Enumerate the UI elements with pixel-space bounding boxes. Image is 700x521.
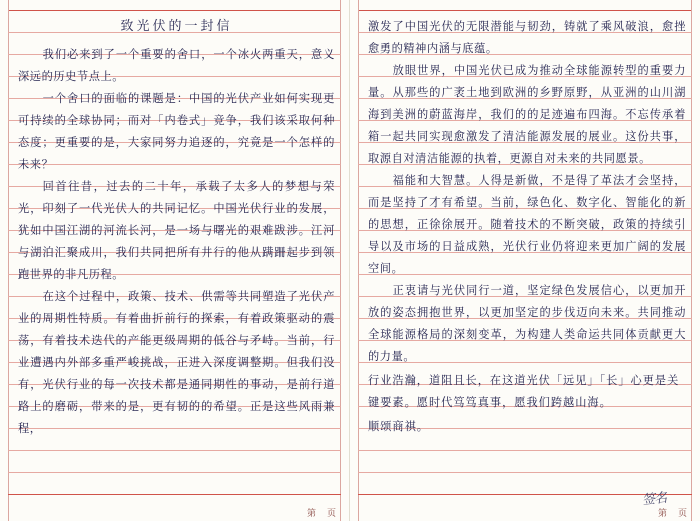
page-footer: 第 页 — [306, 509, 337, 519]
paragraph: 正衷请与光伏同行一道，坚定绿色发展信心，以更加开放的姿态拥抱世界，以更加坚定的步伐迈向未来。共同推动全球能源格局的深刻变革，为构建人类命运共同体贡献更大的力量。 — [368, 284, 686, 363]
paragraph: 激发了中国光伏的无限潜能与韧劲，铸就了乘风破浪，愈挫愈勇的精神内涵与底蕴。 — [368, 20, 686, 55]
paragraph: 福能和大智慧。人得是新做，不是得了革法才会坚持，而是坚持了才有希望。当前，绿色化、数字化、智能化的新的思想，正徐徐展开。随着技术的不断突破，政策的持续引导以及市场的日益成熟，光伏行业仍将迎来更加广阔的发展空间。 — [368, 174, 686, 275]
signature: 签名 — [641, 490, 667, 509]
paragraph: 回首往昔，过去的二十年，承载了太多人的梦想与荣光，印刻了一代光伏人的共同记忆。中国光伏行业的发展，犹如中国江湖的河流长河，是一场与曙光的艰难跋涉。江河与湖泊汇聚成川，我们共同把所有井行的他从蹒跚起步到领跑世界的非凡历程。 — [18, 180, 335, 281]
page-footer: 第 页 — [657, 509, 688, 519]
right-page-content — [368, 16, 686, 499]
paragraph: 在这个过程中，政策、技术、供需等共同塑造了光伏产业的周期性特质。有着曲折前行的探索，有着政策驱动的震荡，有着技术迭代的产能更级周期的低谷与矛峙。当前，行业遭遇内外部多重严峻挑战，正进入深度调整期。但我们没有，光伏行业的每一次技术都是通同期性的事动，是前行道路上的磨砺，带来的是，更有韧的的希望。正是这些风雨兼程， — [18, 290, 335, 435]
paragraph: 放眼世界，中国光伏已成为推动全球能源转型的重要力量。从那些的广袤土地到欧洲的乡野原野，从亚洲的山川湖海到美洲的蔚蓝海岸，我们的的足迹遍布四海。不忘传承着箱一起共同实现愈激发了清洁能源发展的展业。这份共事，取源自对清洁能源的执着，更源自对未来的共同愿景。 — [368, 64, 686, 165]
paragraph: 一个舍口的面临的课题是：中国的光伏产业如何实现更可持续的全球协同；而对「内卷式」竞争，我们该采取何种态度；更重要的是，大家同努力追逐的，究竟是一个怎样的未来？ — [18, 92, 335, 171]
paragraph: 我们必来到了一个重要的舍口，一个冰火两重天，意义深远的历史节点上。 — [18, 48, 335, 83]
left-page-content — [18, 16, 335, 499]
closing-salutation: 顺颂商祺。 — [368, 420, 429, 433]
right-page — [350, 0, 700, 521]
closing-line: 行业浩瀚，道阻且长，在这道光伏「远见」「长」心更是关键要素。愿时代笃笃真事，愿我们跨越山海。 — [368, 374, 680, 409]
page-title: 致光伏的一封信 — [120, 19, 233, 34]
